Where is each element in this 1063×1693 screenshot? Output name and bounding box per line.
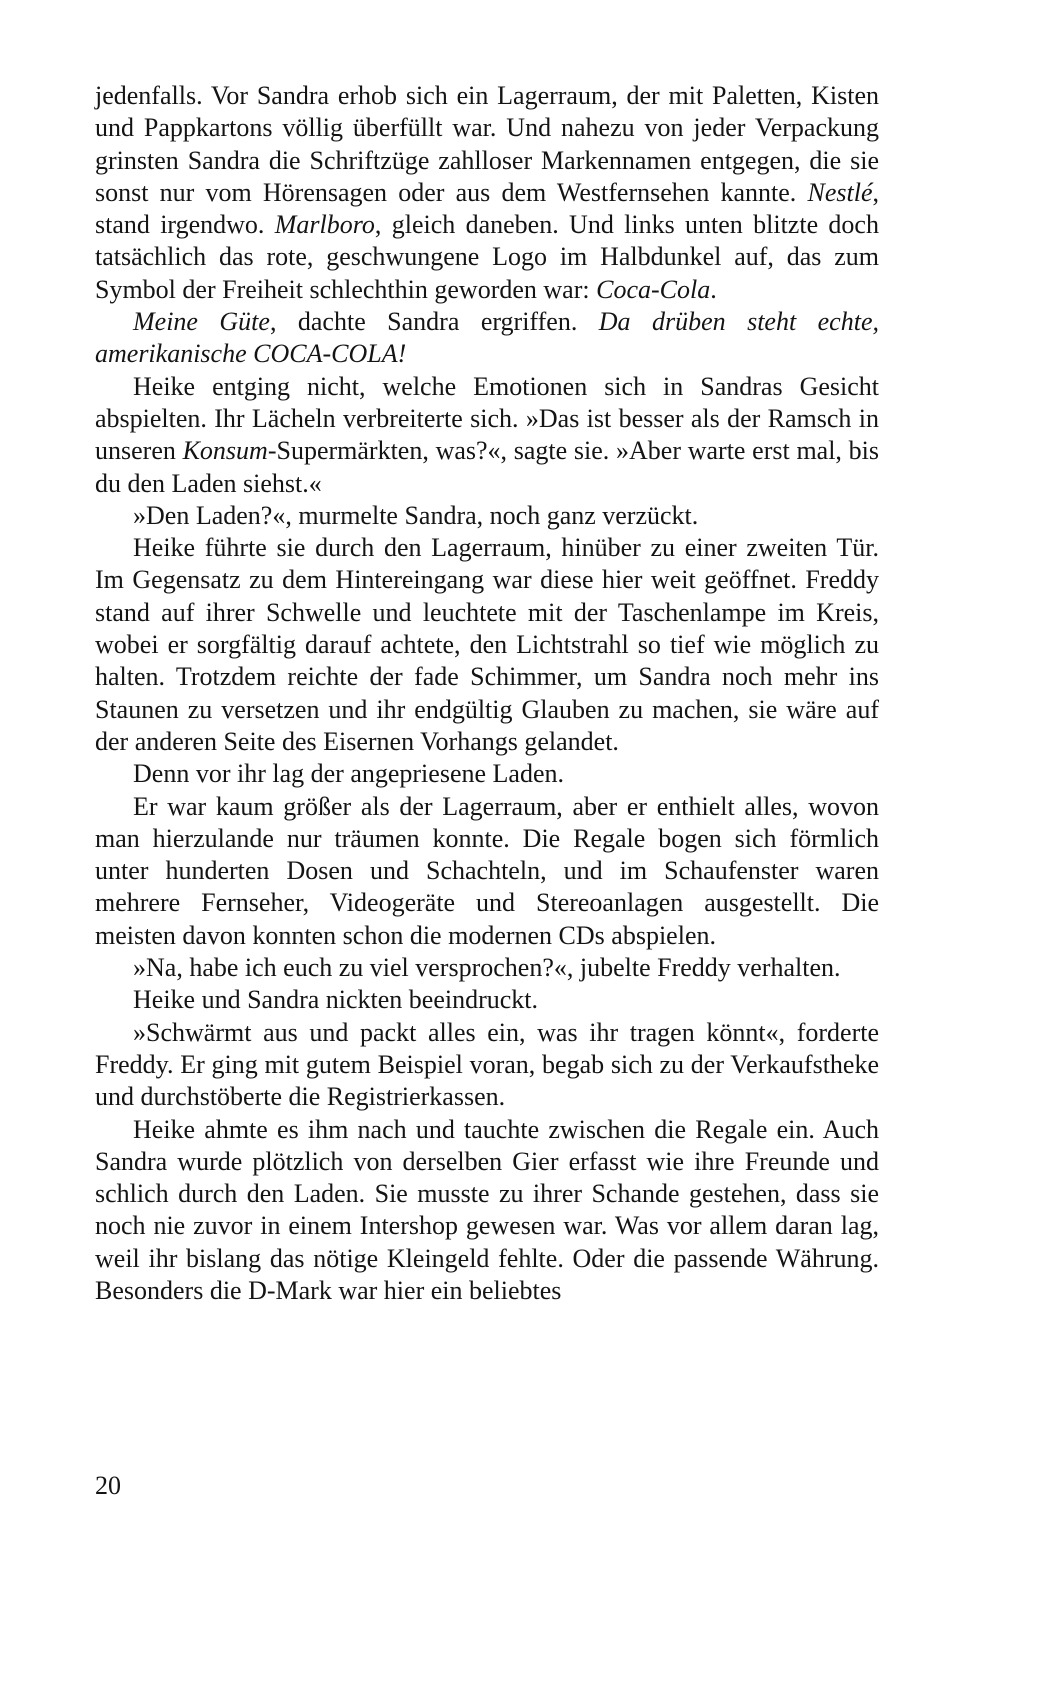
text-run: »Den Laden?«, murmelte Sandra, noch ganz verzückt. (133, 500, 699, 530)
text-run: Heike ahmte es ihm nach und tauchte zwischen die Regale ein. Auch Sandra wurde plötzlich von derselben Gier erfasst wie ihre Freunde und schlich durch den Laden. Sie musste zu ihrer Schande gestehen, dass sie noch nie zuvor in einem Intershop gewesen war. Was vor allem daran lag, weil ihr bislang das nötige Kleingeld fehlte. Oder die passende Währung. Besonders die D-Mark war hier ein beliebtes (95, 1114, 879, 1305)
text-run: , stand irgendwo. (95, 177, 879, 240)
text-run: Heike führte sie durch den Lagerraum, hinüber zu einer zweiten Tür. Im Gegensatz zu dem Hintereingang war diese hier weit geöffnet. Freddy stand auf ihrer Schwelle und leuchtete mit der Taschenlampe im Kreis, wobei er sorgfältig darauf achtete, den Lichtstrahl so tief wie möglich zu halten. Trotzdem reichte der fade Schimmer, um Sandra noch mehr ins Staunen zu versetzen und ihr endgültig Glauben zu machen, sie wäre auf der anderen Seite des Eisernen Vorhangs gelandet. (95, 533, 879, 756)
paragraph (95, 1114, 879, 1308)
text-run: Heike entging nicht, welche Emotionen sich in Sandras Gesicht abspielten. Ihr Lächeln verbreiterte sich. »Das ist besser als der Ramsch in unseren (95, 371, 879, 466)
page-text-block (95, 80, 879, 1307)
italic-text-run: Meine Güte (133, 307, 270, 337)
italic-text-run: Konsum (182, 436, 268, 466)
italic-text-run: Nestlé (807, 177, 873, 207)
paragraph (95, 791, 879, 952)
text-run: Denn vor ihr lag der angepriesene Laden. (133, 759, 564, 789)
italic-text-run: Marlboro (274, 210, 375, 240)
text-run: , gleich daneben. Und links unten blitzte doch tatsächlich das rote, geschwungene Logo im Halbdunkel auf, das zum Symbol der Freiheit schlechthin geworden war: (95, 210, 879, 304)
text-run: . (710, 274, 717, 304)
italic-text-run: Da drüben steht echte, amerikanische COCA-COLA! (95, 307, 879, 369)
paragraph (95, 758, 879, 790)
italic-text-run: Coca-Cola (596, 274, 711, 304)
text-run: »Schwärmt aus und packt alles ein, was ihr tragen könnt«, forderte Freddy. Er ging mit gutem Beispiel voran, begab sich zu der Verkaufstheke und durchstöberte die Registrierkassen. (95, 1017, 879, 1112)
text-run: Heike und Sandra nickten beeindruckt. (133, 985, 539, 1015)
paragraph (95, 80, 879, 306)
page-number: 20 (95, 1471, 121, 1500)
paragraph (95, 1017, 879, 1114)
paragraph (95, 306, 879, 371)
paragraph (95, 371, 879, 500)
text-run: , dachte Sandra ergriffen. (269, 307, 599, 337)
text-run: »Na, habe ich euch zu viel versprochen?«, jubelte Freddy verhalten. (133, 953, 841, 983)
text-run: Er war kaum größer als der Lagerraum, aber er enthielt alles, wovon man hierzulande nur träumen konnte. Die Regale bogen sich förmlich unter hunderten Dosen und Schachteln, und im Schaufenster waren mehrere Fernseher, Videogeräte und Stereoanlagen ausgestellt. Die meisten davon konnten schon die modernen CDs abspielen. (95, 791, 879, 950)
paragraph (95, 532, 879, 758)
paragraph (95, 984, 879, 1016)
paragraph (95, 500, 879, 532)
paragraph (95, 952, 879, 984)
text-run: -Supermärkten, was?«, sagte sie. »Aber warte erst mal, bis du den Laden siehst.« (95, 436, 879, 498)
text-run: jedenfalls. Vor Sandra erhob sich ein Lagerraum, der mit Paletten, Kisten und Pappkartons völlig überfüllt war. Und nahezu von jeder Verpackung grinsten Sandra die Schriftzüge zahlloser Markennamen entgegen, die sie sonst nur vom Hörensagen oder aus dem Westfernsehen kannte. (95, 81, 879, 207)
